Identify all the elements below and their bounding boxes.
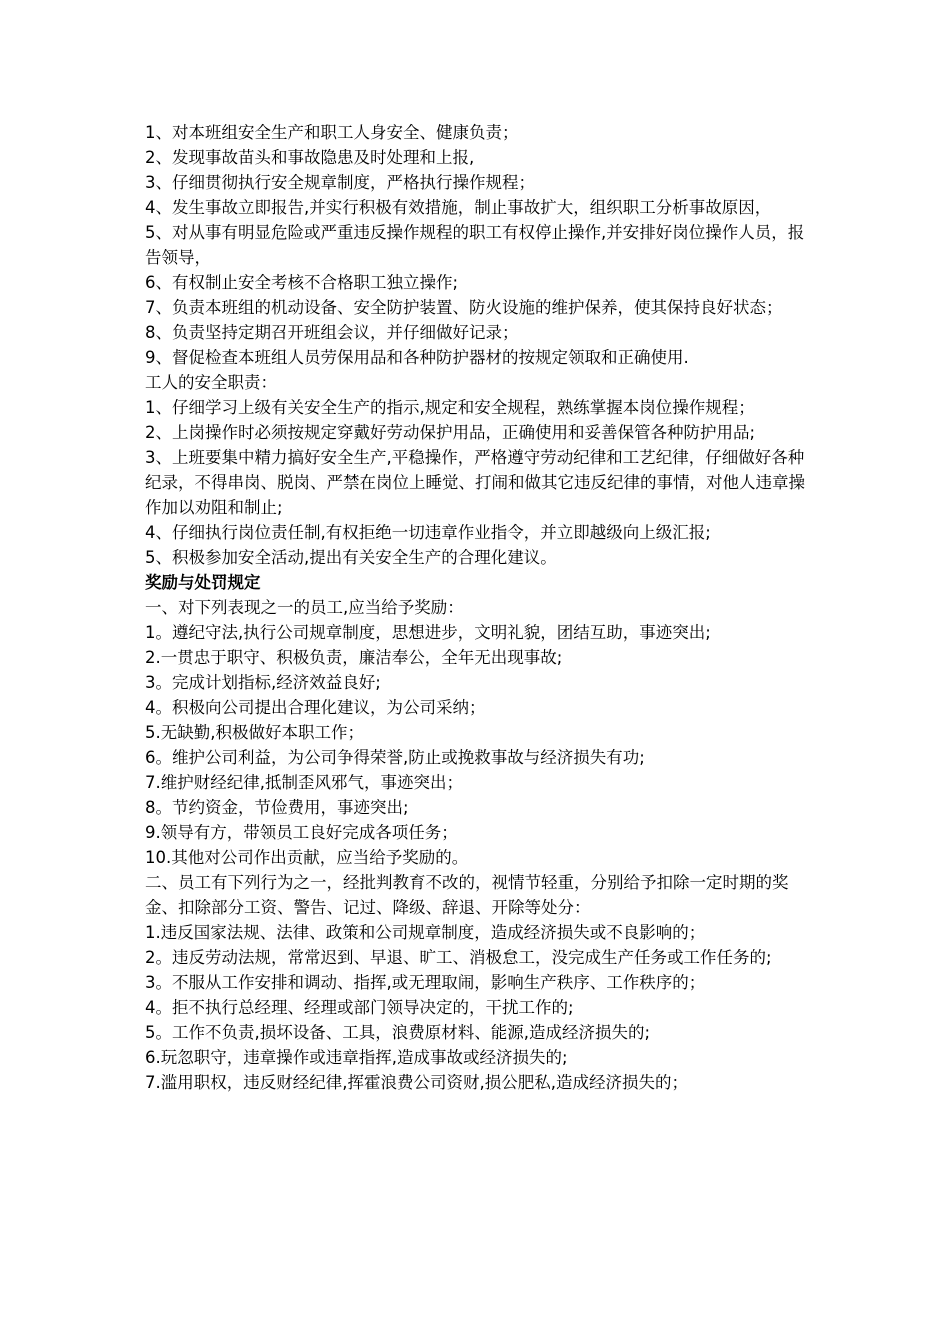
paragraph: 4、发生事故立即报告,并实行积极有效措施，制止事故扩大，组织职工分析事故原因， [145,198,772,217]
paragraph: 6、有权制止安全考核不合格职工独立操作; [145,273,459,292]
paragraph: 1、仔细学习上级有关安全生产的指示,规定和安全规程，熟练掌握本岗位操作规程； [145,398,755,417]
paragraph: 二、员工有下列行为之一，经批判教育不改的，视情节轻重，分别给予扣除一定时期的奖金、扣除部分工资、警告、记过、降级、辞退、开除等处分： [145,873,789,917]
paragraph: 2、发现事故苗头和事故隐患及时处理和上报, [145,148,475,167]
paragraph: 9.领导有方，带领员工良好完成各项任务； [145,823,458,842]
paragraph: 5、对从事有明显危险或严重违反操作规程的职工有权停止操作,并安排好岗位操作人员，报告领导， [145,223,805,267]
paragraph: 2.一贯忠于职守、积极负责，廉洁奉公，全年无出现事故; [145,648,563,667]
paragraph: 8。节约资金，节俭费用，事迹突出; [145,798,409,817]
paragraph: 1。遵纪守法,执行公司规章制度，思想进步，文明礼貌，团结互助，事迹突出; [145,623,711,642]
paragraph: 9、督促检查本班组人员劳保用品和各种防护器材的按规定领取和正确使用. [145,348,689,367]
paragraph: 3。不服从工作安排和调动、指挥,或无理取闹，影响生产秩序、工作秩序的； [145,973,706,992]
paragraph: 4、仔细执行岗位责任制,有权拒绝一切违章作业指令，并立即越级向上级汇报; [145,523,711,542]
paragraph: 7.滥用职权，违反财经纪律,挥霍浪费公司资财,损公肥私,造成经济损失的； [145,1073,688,1092]
paragraph: 5.无缺勤,积极做好本职工作； [145,723,364,742]
paragraph: 工人的安全职责： [145,373,277,392]
paragraph: 10.其他对公司作出贡献，应当给予奖励的。 [145,848,469,867]
document-body [145,120,810,1095]
paragraph: 4。积极向公司提出合理化建议，为公司采纳； [145,698,486,717]
paragraph: 7、负责本班组的机动设备、安全防护装置、防火设施的维护保养，使其保持良好状态； [145,298,783,317]
paragraph: 3、上班要集中精力搞好安全生产,平稳操作，严格遵守劳动纪律和工艺纪律，仔细做好各种纪录，不得串岗、脱岗、严禁在岗位上睡觉、打闹和做其它违反纪律的事情，对他人违章操作加以劝阻和制止; [145,448,805,517]
section-heading: 奖励与处罚规定 [145,573,261,592]
paragraph: 1、对本班组安全生产和职工人身安全、健康负责； [145,123,519,142]
paragraph: 3。完成计划指标,经济效益良好; [145,673,381,692]
paragraph: 6。维护公司利益，为公司争得荣誉,防止或挽救事故与经济损失有功; [145,748,645,767]
paragraph: 一、对下列表现之一的员工,应当给予奖励： [145,598,464,617]
paragraph: 3、仔细贯彻执行安全规章制度，严格执行操作规程； [145,173,535,192]
paragraph: 7.维护财经纪律,抵制歪风邪气，事迹突出； [145,773,463,792]
paragraph: 5。工作不负责,损坏设备、工具，浪费原材料、能源,造成经济损失的; [145,1023,651,1042]
paragraph: 6.玩忽职守，违章操作或违章指挥,造成事故或经济损失的; [145,1048,568,1067]
paragraph: 2。违反劳动法规，常常迟到、早退、旷工、消极怠工，没完成生产任务或工作任务的; [145,948,772,967]
paragraph: 1.违反国家法规、法律、政策和公司规章制度，造成经济损失或不良影响的； [145,923,706,942]
paragraph: 8、负责坚持定期召开班组会议，并仔细做好记录； [145,323,519,342]
paragraph: 4。拒不执行总经理、经理或部门领导决定的，干扰工作的; [145,998,574,1017]
paragraph: 2、上岗操作时必须按规定穿戴好劳动保护用品，正确使用和妥善保管各种防护用品; [145,423,756,442]
paragraph: 5、积极参加安全活动,提出有关安全生产的合理化建议。 [145,548,557,567]
